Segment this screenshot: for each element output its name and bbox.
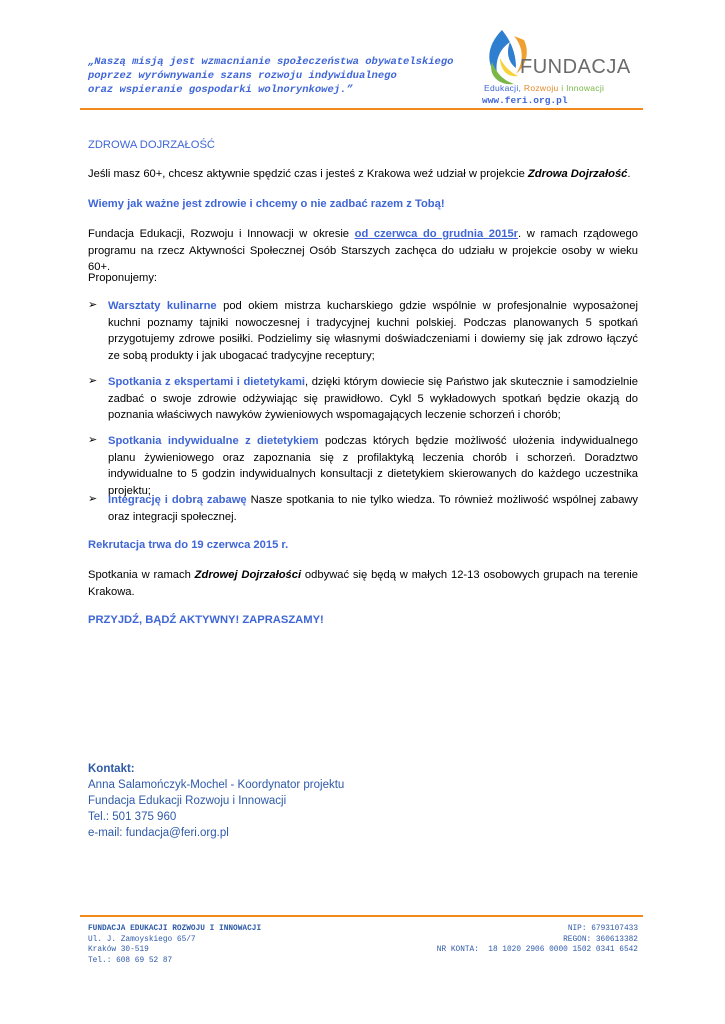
footer-regon: REGON: 360613382 [563,935,638,944]
footer-divider [80,915,643,917]
meetings-project-name: Zdrowej Dojrzałości [194,569,302,581]
intro-paragraph [88,166,638,183]
meetings-paragraph [88,567,638,600]
contact-email[interactable]: e-mail: fundacja@feri.org.pl [88,827,229,839]
footer-city: Kraków 30-519 [88,946,149,954]
closing-call: PRZYJDŹ, BĄDŹ AKTYWNY! ZAPRASZAMY! [88,614,324,626]
list-item-title: Warsztaty kulinarne [108,300,217,312]
footer-account: NR KONTA: 18 1020 2906 0000 1502 0341 6542 [436,946,638,954]
motto-line: „Naszą misją jest wzmacnianie społeczeństwa obywatelskiego [88,56,454,68]
motto-line: oraz wspieranie gospodarki wolnorynkowej.” [88,84,353,96]
contact-phone[interactable]: Tel.: 501 375 960 [88,811,177,823]
footer-address [88,924,261,966]
list-item-text: Nasze spotkania to nie tylko wiedza. To również możliwość wspólnej zabawy oraz integracji społecznej. [108,494,638,523]
intro-text: Jeśli masz 60+, chcesz aktywnie spędzić czas i jesteś z Krakowa weź udział w projekcie [88,168,528,180]
list-item [108,298,638,364]
list-item-title: Spotkania z ekspertami i dietetykami [108,376,306,388]
slogan: Wiemy jak ważne jest zdrowie i chcemy o nie zadbać razem z Tobą! [88,198,445,210]
intro-project-name: Zdrowa Dojrzałość [527,168,628,180]
program-text-b: . w ramach rządowego programu na rzecz Aktywności Społecznej Osób Starszych zachęca do udziału w projekcie osoby w wieku 60+. [88,228,638,273]
list-item-text: podczas których będzie możliwość ułożenia indywidualnego planu żywieniowego oraz zapoznania się z profilaktyką leczenia chorób i schorzeń. Doradztwo indywidualne to 5 godzin indywidualnych konsultacji z dietetykiem skierowanych do każdego uczestnika projektu; [108,435,638,497]
website-link[interactable]: www.feri.org.pl [482,95,568,106]
meetings-text-c: odbywać się będą w małych 12-13 osobowych grupach na terenie Krakowa. [88,569,639,598]
footer-registry [437,924,638,956]
list-item-title: Integrację i dobrą zabawę [108,494,247,506]
doc-title-text: ZDROWA DOJRZAŁOŚĆ [88,139,216,151]
logo-name: FUNDACJA [520,56,631,78]
list-item [108,433,638,499]
meetings-text-a: Spotkania w ramach [88,569,195,581]
list-item [108,492,638,525]
contact-heading: Kontakt: [88,763,135,775]
contact-person: Anna Salamończyk-Mochel - Koordynator projektu [88,779,345,791]
bullet-icon: ➢ [88,493,98,505]
logo-sub-innovation: i Innowacji [561,83,605,93]
bullet-icon: ➢ [88,375,98,387]
contact-block [88,761,344,841]
list-item [108,374,638,424]
contact-org: Fundacja Edukacji Rozwoju i Innowacji [88,795,287,807]
header-motto [88,55,468,97]
logo-sub-education: Edukacji, [484,83,522,93]
header-divider [80,108,643,110]
motto-line: poprzez wyrównywanie szans rozwoju indywidualnego [88,70,397,82]
footer-nip: NIP: 6793107433 [567,925,638,933]
offer-intro: Proponujemy: [88,272,158,284]
list-item-title: Spotkania indywidualne z dietetykiem [108,435,319,447]
list-item-text: pod okiem mistrza kucharskiego gdzie wspólnie w profesjonalnie wyposażonej kuchni poznamy tajniki nowoczesnej i tradycyjnej kuchni polskiej. Podczas planowanych 5 spotkań przygotujemy zdrowe posiłki. Podzielimy się własnymi doświadczeniami i dowiemy się jak zdrowo łączyć ze sobą produkty i jak ubogacać tradycyjne receptury; [108,300,638,362]
footer-street: Ul. J. Zamoyskiego 65/7 [88,935,196,944]
footer-phone: Tel.: 608 69 52 87 [88,956,173,965]
doc-title [88,137,638,154]
bullet-icon: ➢ [88,434,98,446]
logo-subtitle [484,83,604,93]
intro-end: . [627,168,631,180]
footer-org-name: FUNDACJA EDUKACJI ROZWOJU I INNOWACJI [88,925,262,933]
bullet-icon: ➢ [88,299,98,311]
program-period-link[interactable]: od czerwca do grudnia 2015r [354,228,519,240]
program-paragraph [88,226,638,276]
recruitment-deadline: Rekrutacja trwa do 19 czerwca 2015 r. [88,539,289,551]
logo-sub-development: Rozwoju [523,83,559,93]
program-text-a: Fundacja Edukacji, Rozwoju i Innowacji w okresie [88,228,355,240]
list-item-text: , dzięki którym dowiecie się Państwo jak skutecznie i samodzielnie zadbać o swoje zdrowie odżywiając się prawidłowo. Cykl 5 wykładowych spotkań będzie okazją do poznania właściwych nawyków żywieniowych wspomagających leczenie schorzeń i chorób; [108,376,638,421]
